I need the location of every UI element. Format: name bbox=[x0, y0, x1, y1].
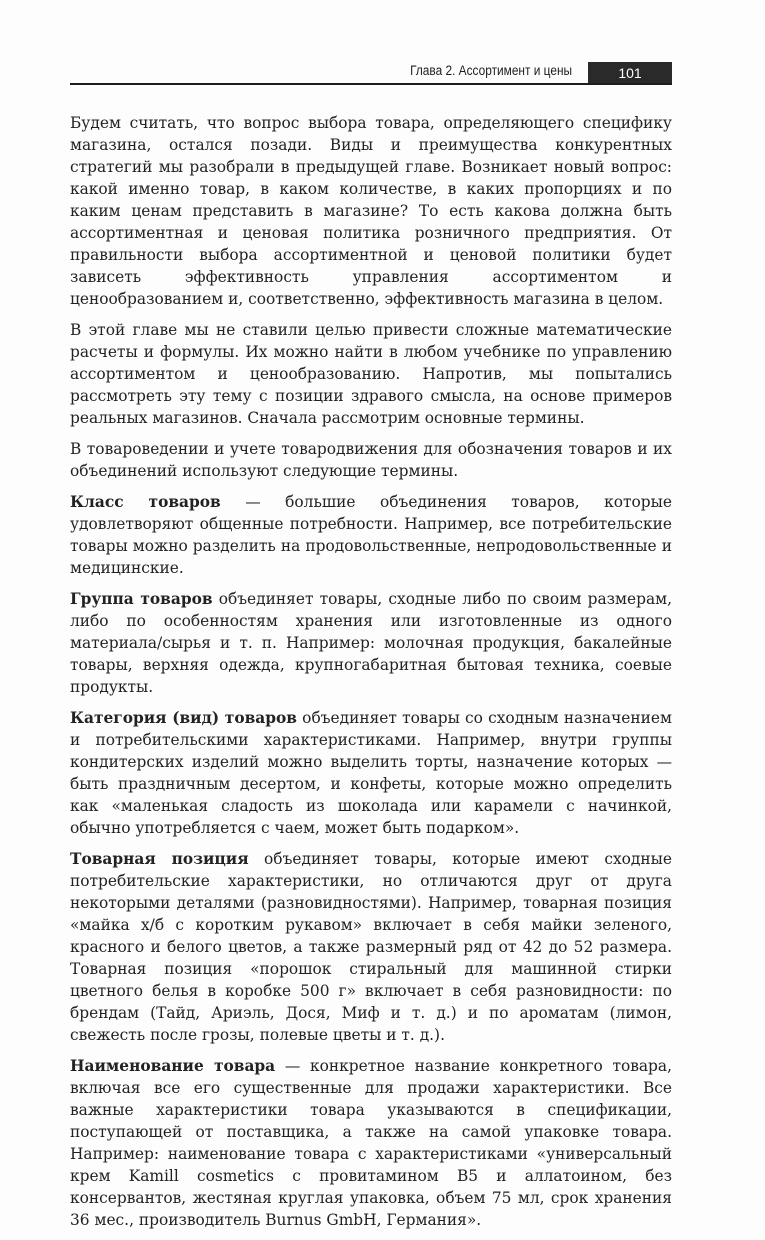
term-position: Товарная позиция bbox=[70, 850, 249, 868]
definition-class bbox=[70, 491, 672, 579]
term-name: Наименование товара bbox=[70, 1057, 276, 1075]
paragraph bbox=[70, 438, 672, 482]
definition-name bbox=[70, 1055, 672, 1231]
definition-text: объединяет товары, сходные либо по своим размерам, либо по особенностям хранения или изготовленные из одного материала/сырья и т. п. Например: молочная продукция, бакалейные товары, верхняя одежда, крупногабаритная бытовая техника, соевые продукты. bbox=[70, 590, 672, 696]
chapter-title: Глава 2. Ассортимент и цены bbox=[410, 63, 572, 78]
definition-text: объединяет товары, которые имеют сходные потребительские характеристики, но отличаются друг от друга некоторыми деталями (разновидностями). Например, товарная позиция «майка х/б с коротким рукавом» включает в себя майки зеленого, красного и белого цветов, а также размерный ряд от 42 до 52 размера. Товарная позиция «порошок стиральный для машинной стирки цветного белья в коробке 500 г» включает в себя разновидности: по брендам (Тайд, Ариэль, Дося, Миф и т. д.) и по ароматам (лимон, свежесть после грозы, полевые цветы и т. д.). bbox=[70, 850, 672, 1044]
paragraph bbox=[70, 112, 672, 310]
page-number: 101 bbox=[588, 62, 672, 84]
paragraph bbox=[70, 319, 672, 429]
definition-text: — большие объединения товаров, которые удовлетворяют общенные потребности. Например, все потребительские товары можно разделить на продовольственные, непродовольственные и медицинские. bbox=[70, 493, 672, 577]
term-category: Категория (вид) товаров bbox=[70, 709, 297, 727]
definition-position bbox=[70, 848, 672, 1046]
definition-text: объединяет товары со сходным назначением и потребительскими характеристиками. Например, внутри группы кондитерских изделий можно выделить торты, назначение которых — быть праздничным десертом, и конфеты, которые можно определить как «маленькая сладость из шоколада или карамели с начинкой, обычно употребляется с чаем, может быть подарком». bbox=[70, 709, 672, 837]
term-class: Класс товаров bbox=[70, 493, 221, 511]
definition-group bbox=[70, 588, 672, 698]
paragraph-text: Будем считать, что вопрос выбора товара, определяющего специфику магазина, остался позади. Виды и преимущества конкурентных стратегий мы разобрали в предыдущей главе. Возникает новый вопрос: какой именно товар, в каком количестве, в каких пропорциях и по каким ценам представить в магазине? То есть какова должна быть ассортиментная и ценовая политика розничного предприятия. От правильности выбора ассортиментной и ценовой политики будет зависеть эффективность управления ассортиментом и ценообразованием и, соответственно, эффективность магазина в целом. bbox=[70, 114, 672, 308]
running-header bbox=[70, 62, 672, 84]
definition-category bbox=[70, 707, 672, 839]
term-group: Группа товаров bbox=[70, 590, 213, 608]
paragraph-text: В товароведении и учете товародвижения для обозначения товаров и их объединений используют следующие термины. bbox=[70, 440, 672, 480]
paragraph-text: В этой главе мы не ставили целью привести сложные математические расчеты и формулы. Их можно найти в любом учебнике по управлению ассортиментом и ценообразованию. Напротив, мы попытались рассмотреть эту тему с позиции здравого смысла, на основе примеров реальных магазинов. Сначала рассмотрим основные термины. bbox=[70, 321, 672, 427]
header-rule bbox=[70, 83, 672, 85]
page-body bbox=[70, 112, 672, 1240]
definition-text: — конкретное название конкретного товара, включая все его существенные для продажи характеристики. Все важные характеристики товара указываются в спецификации, поступающей от поставщика, а также на самой упаковке товара. Например: наименование товара с характеристиками «универсальный крем Kamill cosmetics с провитамином B5 и аллатоином, без консервантов, жестяная круглая упаковка, объем 75 мл, срок хранения 36 мес., производитель Burnus GmbH, Германия». bbox=[70, 1057, 672, 1229]
